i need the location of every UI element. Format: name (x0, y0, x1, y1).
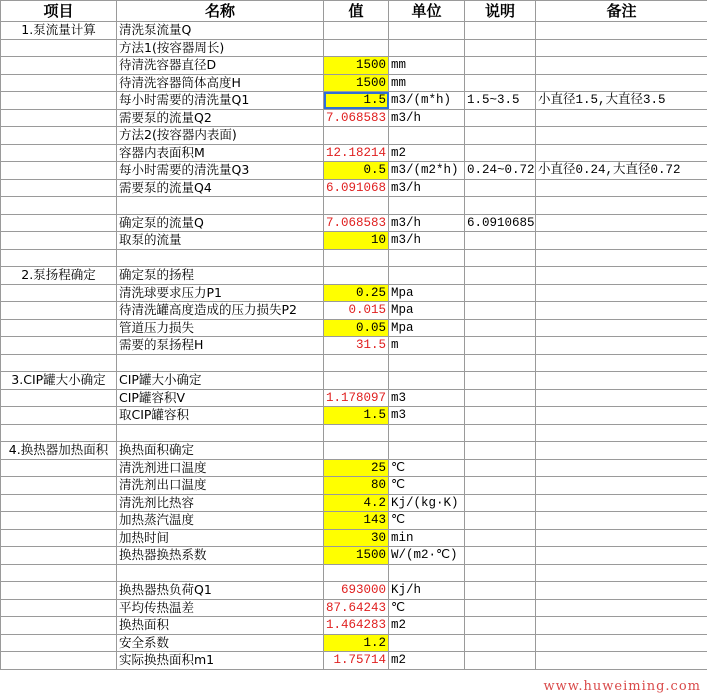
cell-note[interactable] (536, 372, 707, 390)
cell-note[interactable] (536, 407, 707, 425)
cell-unit[interactable]: ℃ (389, 599, 465, 617)
cell-item[interactable] (1, 39, 117, 57)
cell-note[interactable] (536, 494, 707, 512)
cell-unit[interactable] (389, 442, 465, 460)
cell-name[interactable]: 需要泵的流量Q4 (117, 179, 324, 197)
cell-item[interactable] (1, 162, 117, 180)
table-row (1, 302, 707, 320)
cell-unit[interactable] (389, 249, 465, 267)
table-row (1, 459, 707, 477)
cell-unit[interactable]: m (389, 337, 465, 355)
cell-note[interactable] (536, 337, 707, 355)
table-row (1, 564, 707, 582)
table-row (1, 319, 707, 337)
cell-name[interactable]: 安全系数 (117, 634, 324, 652)
cell-name[interactable]: 取CIP罐容积 (117, 407, 324, 425)
cell-desc[interactable]: 0.24~0.72 (465, 162, 536, 180)
cell-desc[interactable] (465, 284, 536, 302)
cell-value[interactable]: 25 (324, 459, 389, 477)
cell-unit[interactable] (389, 354, 465, 372)
section-label-flow[interactable]: 1.泵流量计算 (1, 22, 117, 40)
cell-desc[interactable] (465, 74, 536, 92)
table-row (1, 57, 707, 75)
cell-item[interactable] (1, 144, 117, 162)
cell-name[interactable]: 待清洗罐高度造成的压力损失P2 (117, 302, 324, 320)
cell-desc[interactable] (465, 232, 536, 250)
cell-value[interactable]: 0.5 (324, 162, 389, 180)
cell-unit[interactable]: ℃ (389, 459, 465, 477)
cell-unit[interactable]: m2 (389, 652, 465, 670)
cell-value[interactable]: 30 (324, 529, 389, 547)
cell-unit[interactable]: W/(m2·℃) (389, 547, 465, 565)
cell-unit[interactable]: m3/h (389, 109, 465, 127)
cell-desc[interactable] (465, 22, 536, 40)
header-unit[interactable]: 单位 (389, 1, 465, 22)
header-note[interactable]: 备注 (536, 1, 707, 22)
cell-item[interactable] (1, 214, 117, 232)
cell-name[interactable]: CIP罐大小确定 (117, 372, 324, 390)
cell-note[interactable]: 小直径1.5,大直径3.5 (536, 92, 707, 110)
cell-note[interactable] (536, 267, 707, 285)
cell-item[interactable] (1, 127, 117, 145)
cell-unit[interactable]: m2 (389, 617, 465, 635)
cell-note[interactable] (536, 652, 707, 670)
cell-name[interactable]: 换热器换热系数 (117, 547, 324, 565)
table-row (1, 582, 707, 600)
table-row (1, 389, 707, 407)
cell-value[interactable]: 0.25 (324, 284, 389, 302)
cell-unit[interactable] (389, 22, 465, 40)
cell-desc[interactable] (465, 197, 536, 215)
cell-name[interactable]: 需要的泵扬程H (117, 337, 324, 355)
cell-value[interactable] (324, 564, 389, 582)
cell-unit[interactable]: m3 (389, 389, 465, 407)
cell-unit[interactable]: m2 (389, 144, 465, 162)
cell-unit[interactable] (389, 39, 465, 57)
cell-item[interactable] (1, 512, 117, 530)
cell-note[interactable] (536, 179, 707, 197)
table-row (1, 477, 707, 495)
cell-name[interactable]: 每小时需要的清洗量Q3 (117, 162, 324, 180)
cell-item[interactable] (1, 564, 117, 582)
cell-value[interactable]: 1.2 (324, 634, 389, 652)
cell-item[interactable] (1, 57, 117, 75)
cell-value[interactable]: 12.18214 (324, 144, 389, 162)
cell-item[interactable] (1, 634, 117, 652)
table-row (1, 442, 707, 460)
cell-desc[interactable] (465, 617, 536, 635)
cell-item[interactable] (1, 459, 117, 477)
cell-item[interactable] (1, 389, 117, 407)
cell-note[interactable] (536, 74, 707, 92)
cell-value[interactable]: 31.5 (324, 337, 389, 355)
cell-value[interactable]: 693000 (324, 582, 389, 600)
cell-item[interactable] (1, 109, 117, 127)
cell-desc[interactable] (465, 529, 536, 547)
cell-item[interactable] (1, 197, 117, 215)
cell-unit[interactable] (389, 197, 465, 215)
cell-desc[interactable] (465, 547, 536, 565)
cell-value[interactable] (324, 127, 389, 145)
cell-unit[interactable]: m3/(m2*h) (389, 162, 465, 180)
table-row (1, 92, 707, 110)
cell-note[interactable] (536, 547, 707, 565)
cell-name[interactable]: 清洗剂比热容 (117, 494, 324, 512)
table-row (1, 144, 707, 162)
cell-value[interactable]: 4.2 (324, 494, 389, 512)
cell-desc[interactable] (465, 477, 536, 495)
cell-note[interactable]: 小直径0.24,大直径0.72 (536, 162, 707, 180)
cell-value[interactable]: 1.5 (324, 407, 389, 425)
cell-note[interactable] (536, 442, 707, 460)
cell-note[interactable] (536, 109, 707, 127)
table-row (1, 127, 707, 145)
cell-name[interactable]: 确定泵的流量Q (117, 214, 324, 232)
cell-unit[interactable]: ℃ (389, 477, 465, 495)
cell-desc[interactable] (465, 582, 536, 600)
cell-unit[interactable]: min (389, 529, 465, 547)
cell-item[interactable] (1, 617, 117, 635)
cell-value[interactable] (324, 197, 389, 215)
table-row (1, 162, 707, 180)
cell-name[interactable] (117, 424, 324, 442)
cell-name[interactable]: 加热时间 (117, 529, 324, 547)
cell-value[interactable]: 6.091068 (324, 179, 389, 197)
cell-note[interactable] (536, 459, 707, 477)
header-name[interactable]: 名称 (117, 1, 324, 22)
table-row (1, 494, 707, 512)
cell-value[interactable]: 87.64243 (324, 599, 389, 617)
table-row (1, 267, 707, 285)
cell-value-selected[interactable]: 1.5 (324, 92, 389, 110)
cell-desc[interactable]: 1.5~3.5 (465, 92, 536, 110)
cell-item[interactable] (1, 74, 117, 92)
cell-unit[interactable]: Kj/(kg·K) (389, 494, 465, 512)
cell-desc[interactable] (465, 564, 536, 582)
cell-desc[interactable] (465, 267, 536, 285)
cell-desc[interactable] (465, 599, 536, 617)
cell-note[interactable] (536, 144, 707, 162)
cell-note[interactable] (536, 57, 707, 75)
cell-value[interactable]: 10 (324, 232, 389, 250)
cell-value[interactable] (324, 354, 389, 372)
cell-value[interactable] (324, 424, 389, 442)
cell-note[interactable] (536, 249, 707, 267)
cell-item[interactable] (1, 179, 117, 197)
cell-value[interactable]: 1.464283 (324, 617, 389, 635)
cell-name[interactable]: 每小时需要的清洗量Q1 (117, 92, 324, 110)
cell-value[interactable]: 1500 (324, 57, 389, 75)
cell-item[interactable] (1, 652, 117, 670)
cell-note[interactable] (536, 512, 707, 530)
cell-unit[interactable]: mm (389, 57, 465, 75)
cell-item[interactable] (1, 494, 117, 512)
table-row (1, 529, 707, 547)
cell-unit[interactable]: Mpa (389, 319, 465, 337)
cell-name[interactable]: 清洗泵流量Q (117, 22, 324, 40)
cell-name[interactable]: 取泵的流量 (117, 232, 324, 250)
cell-desc[interactable] (465, 354, 536, 372)
cell-name[interactable]: 方法2(按容器内表面) (117, 127, 324, 145)
table-row (1, 74, 707, 92)
cell-name[interactable] (117, 249, 324, 267)
table-row (1, 214, 707, 232)
cell-value[interactable]: 143 (324, 512, 389, 530)
cell-item[interactable] (1, 284, 117, 302)
cell-desc[interactable] (465, 424, 536, 442)
cell-name[interactable]: 管道压力损失 (117, 319, 324, 337)
cell-name[interactable]: 换热器热负荷Q1 (117, 582, 324, 600)
cell-note[interactable] (536, 424, 707, 442)
cell-item[interactable] (1, 354, 117, 372)
cell-value[interactable]: 1500 (324, 547, 389, 565)
cell-name[interactable]: 实际换热面积m1 (117, 652, 324, 670)
cell-unit[interactable]: m3/h (389, 214, 465, 232)
cell-desc[interactable] (465, 512, 536, 530)
cell-note[interactable] (536, 232, 707, 250)
cell-desc[interactable] (465, 144, 536, 162)
table-row (1, 547, 707, 565)
cell-value[interactable] (324, 267, 389, 285)
cell-item[interactable] (1, 337, 117, 355)
cell-desc[interactable] (465, 109, 536, 127)
cell-value[interactable]: 1500 (324, 74, 389, 92)
table-row (1, 109, 707, 127)
cell-item[interactable] (1, 92, 117, 110)
cell-note[interactable] (536, 197, 707, 215)
cell-note[interactable] (536, 477, 707, 495)
cell-value[interactable] (324, 249, 389, 267)
cell-name[interactable]: 清洗球要求压力P1 (117, 284, 324, 302)
table-row (1, 284, 707, 302)
cell-desc[interactable] (465, 249, 536, 267)
cell-note[interactable] (536, 582, 707, 600)
header-item[interactable]: 项目 (1, 1, 117, 22)
cell-unit[interactable]: m3/(m*h) (389, 92, 465, 110)
cell-desc[interactable] (465, 652, 536, 670)
cell-value[interactable]: 0.015 (324, 302, 389, 320)
cell-desc[interactable] (465, 634, 536, 652)
cell-item[interactable] (1, 582, 117, 600)
cell-name[interactable]: CIP罐容积V (117, 389, 324, 407)
cell-name[interactable]: 方法1(按容器周长) (117, 39, 324, 57)
cell-desc[interactable] (465, 407, 536, 425)
cell-name[interactable]: 容器内表面积M (117, 144, 324, 162)
cell-note[interactable] (536, 302, 707, 320)
table-row (1, 372, 707, 390)
cell-unit[interactable] (389, 267, 465, 285)
cell-note[interactable] (536, 564, 707, 582)
table-row (1, 179, 707, 197)
cell-desc[interactable] (465, 302, 536, 320)
cell-note[interactable] (536, 284, 707, 302)
cell-name[interactable] (117, 564, 324, 582)
cell-name[interactable]: 待清洗容器筒体高度H (117, 74, 324, 92)
watermark: www.huweiming.com (543, 679, 701, 694)
table-row (1, 22, 707, 40)
cell-unit[interactable] (389, 564, 465, 582)
cell-name[interactable]: 清洗剂进口温度 (117, 459, 324, 477)
cell-note[interactable] (536, 39, 707, 57)
cell-unit[interactable] (389, 634, 465, 652)
cell-value[interactable] (324, 442, 389, 460)
cell-item[interactable] (1, 529, 117, 547)
cell-name[interactable] (117, 354, 324, 372)
table-row (1, 634, 707, 652)
cell-note[interactable] (536, 529, 707, 547)
cell-note[interactable] (536, 634, 707, 652)
cell-name[interactable] (117, 197, 324, 215)
cell-name[interactable]: 需要泵的流量Q2 (117, 109, 324, 127)
cell-desc[interactable] (465, 459, 536, 477)
cell-unit[interactable]: Mpa (389, 302, 465, 320)
cell-item[interactable] (1, 302, 117, 320)
cell-name[interactable]: 清洗剂出口温度 (117, 477, 324, 495)
cell-item[interactable] (1, 599, 117, 617)
header-value[interactable]: 值 (324, 1, 389, 22)
cell-name[interactable]: 确定泵的扬程 (117, 267, 324, 285)
cell-desc[interactable] (465, 127, 536, 145)
cell-value[interactable] (324, 22, 389, 40)
cell-desc[interactable] (465, 389, 536, 407)
cell-value[interactable]: 7.068583 (324, 214, 389, 232)
cell-note[interactable] (536, 617, 707, 635)
cell-desc[interactable] (465, 372, 536, 390)
header-desc[interactable]: 说明 (465, 1, 536, 22)
cell-item[interactable] (1, 232, 117, 250)
cell-unit[interactable]: Kj/h (389, 582, 465, 600)
cell-desc[interactable]: 6.0910685 (465, 214, 536, 232)
table-row (1, 39, 707, 57)
cell-unit[interactable]: m3 (389, 407, 465, 425)
table-row (1, 197, 707, 215)
table-row (1, 652, 707, 670)
cell-value[interactable] (324, 39, 389, 57)
cell-unit[interactable] (389, 424, 465, 442)
table-row (1, 337, 707, 355)
cell-value[interactable] (324, 372, 389, 390)
cell-desc[interactable] (465, 442, 536, 460)
table-row (1, 512, 707, 530)
cell-name[interactable]: 平均传热温差 (117, 599, 324, 617)
cell-value[interactable]: 7.068583 (324, 109, 389, 127)
table-row (1, 354, 707, 372)
section-label-cip[interactable]: 3.CIP罐大小确定 (1, 372, 117, 390)
cell-unit[interactable] (389, 372, 465, 390)
cell-value[interactable]: 1.178097 (324, 389, 389, 407)
header-row (1, 1, 707, 22)
cell-unit[interactable]: ℃ (389, 512, 465, 530)
cell-value[interactable]: 80 (324, 477, 389, 495)
cell-name[interactable]: 待清洗容器直径D (117, 57, 324, 75)
cell-name[interactable]: 换热面积确定 (117, 442, 324, 460)
table-row (1, 424, 707, 442)
cell-unit[interactable]: mm (389, 74, 465, 92)
cell-desc[interactable] (465, 57, 536, 75)
table-row (1, 599, 707, 617)
cell-desc[interactable] (465, 179, 536, 197)
cell-unit[interactable]: m3/h (389, 232, 465, 250)
cell-note[interactable] (536, 599, 707, 617)
cell-note[interactable] (536, 319, 707, 337)
cell-note[interactable] (536, 389, 707, 407)
cell-name[interactable]: 换热面积 (117, 617, 324, 635)
cell-note[interactable] (536, 214, 707, 232)
cell-desc[interactable] (465, 494, 536, 512)
cell-note[interactable] (536, 127, 707, 145)
cell-desc[interactable] (465, 39, 536, 57)
table-row (1, 407, 707, 425)
cell-item[interactable] (1, 407, 117, 425)
cell-note[interactable] (536, 354, 707, 372)
cell-item[interactable] (1, 319, 117, 337)
cell-unit[interactable] (389, 127, 465, 145)
cell-value[interactable]: 1.75714 (324, 652, 389, 670)
table-row (1, 617, 707, 635)
cell-name[interactable]: 加热蒸汽温度 (117, 512, 324, 530)
cell-desc[interactable] (465, 319, 536, 337)
cell-value[interactable]: 0.05 (324, 319, 389, 337)
cell-unit[interactable]: m3/h (389, 179, 465, 197)
table-row (1, 249, 707, 267)
cell-item[interactable] (1, 477, 117, 495)
cell-item[interactable] (1, 547, 117, 565)
section-label-head[interactable]: 2.泵扬程确定 (1, 267, 117, 285)
cell-desc[interactable] (465, 337, 536, 355)
cell-item[interactable] (1, 424, 117, 442)
table-row (1, 232, 707, 250)
section-label-heat[interactable]: 4.换热器加热面积 (1, 442, 117, 460)
cell-item[interactable] (1, 249, 117, 267)
cell-unit[interactable]: Mpa (389, 284, 465, 302)
cell-note[interactable] (536, 22, 707, 40)
